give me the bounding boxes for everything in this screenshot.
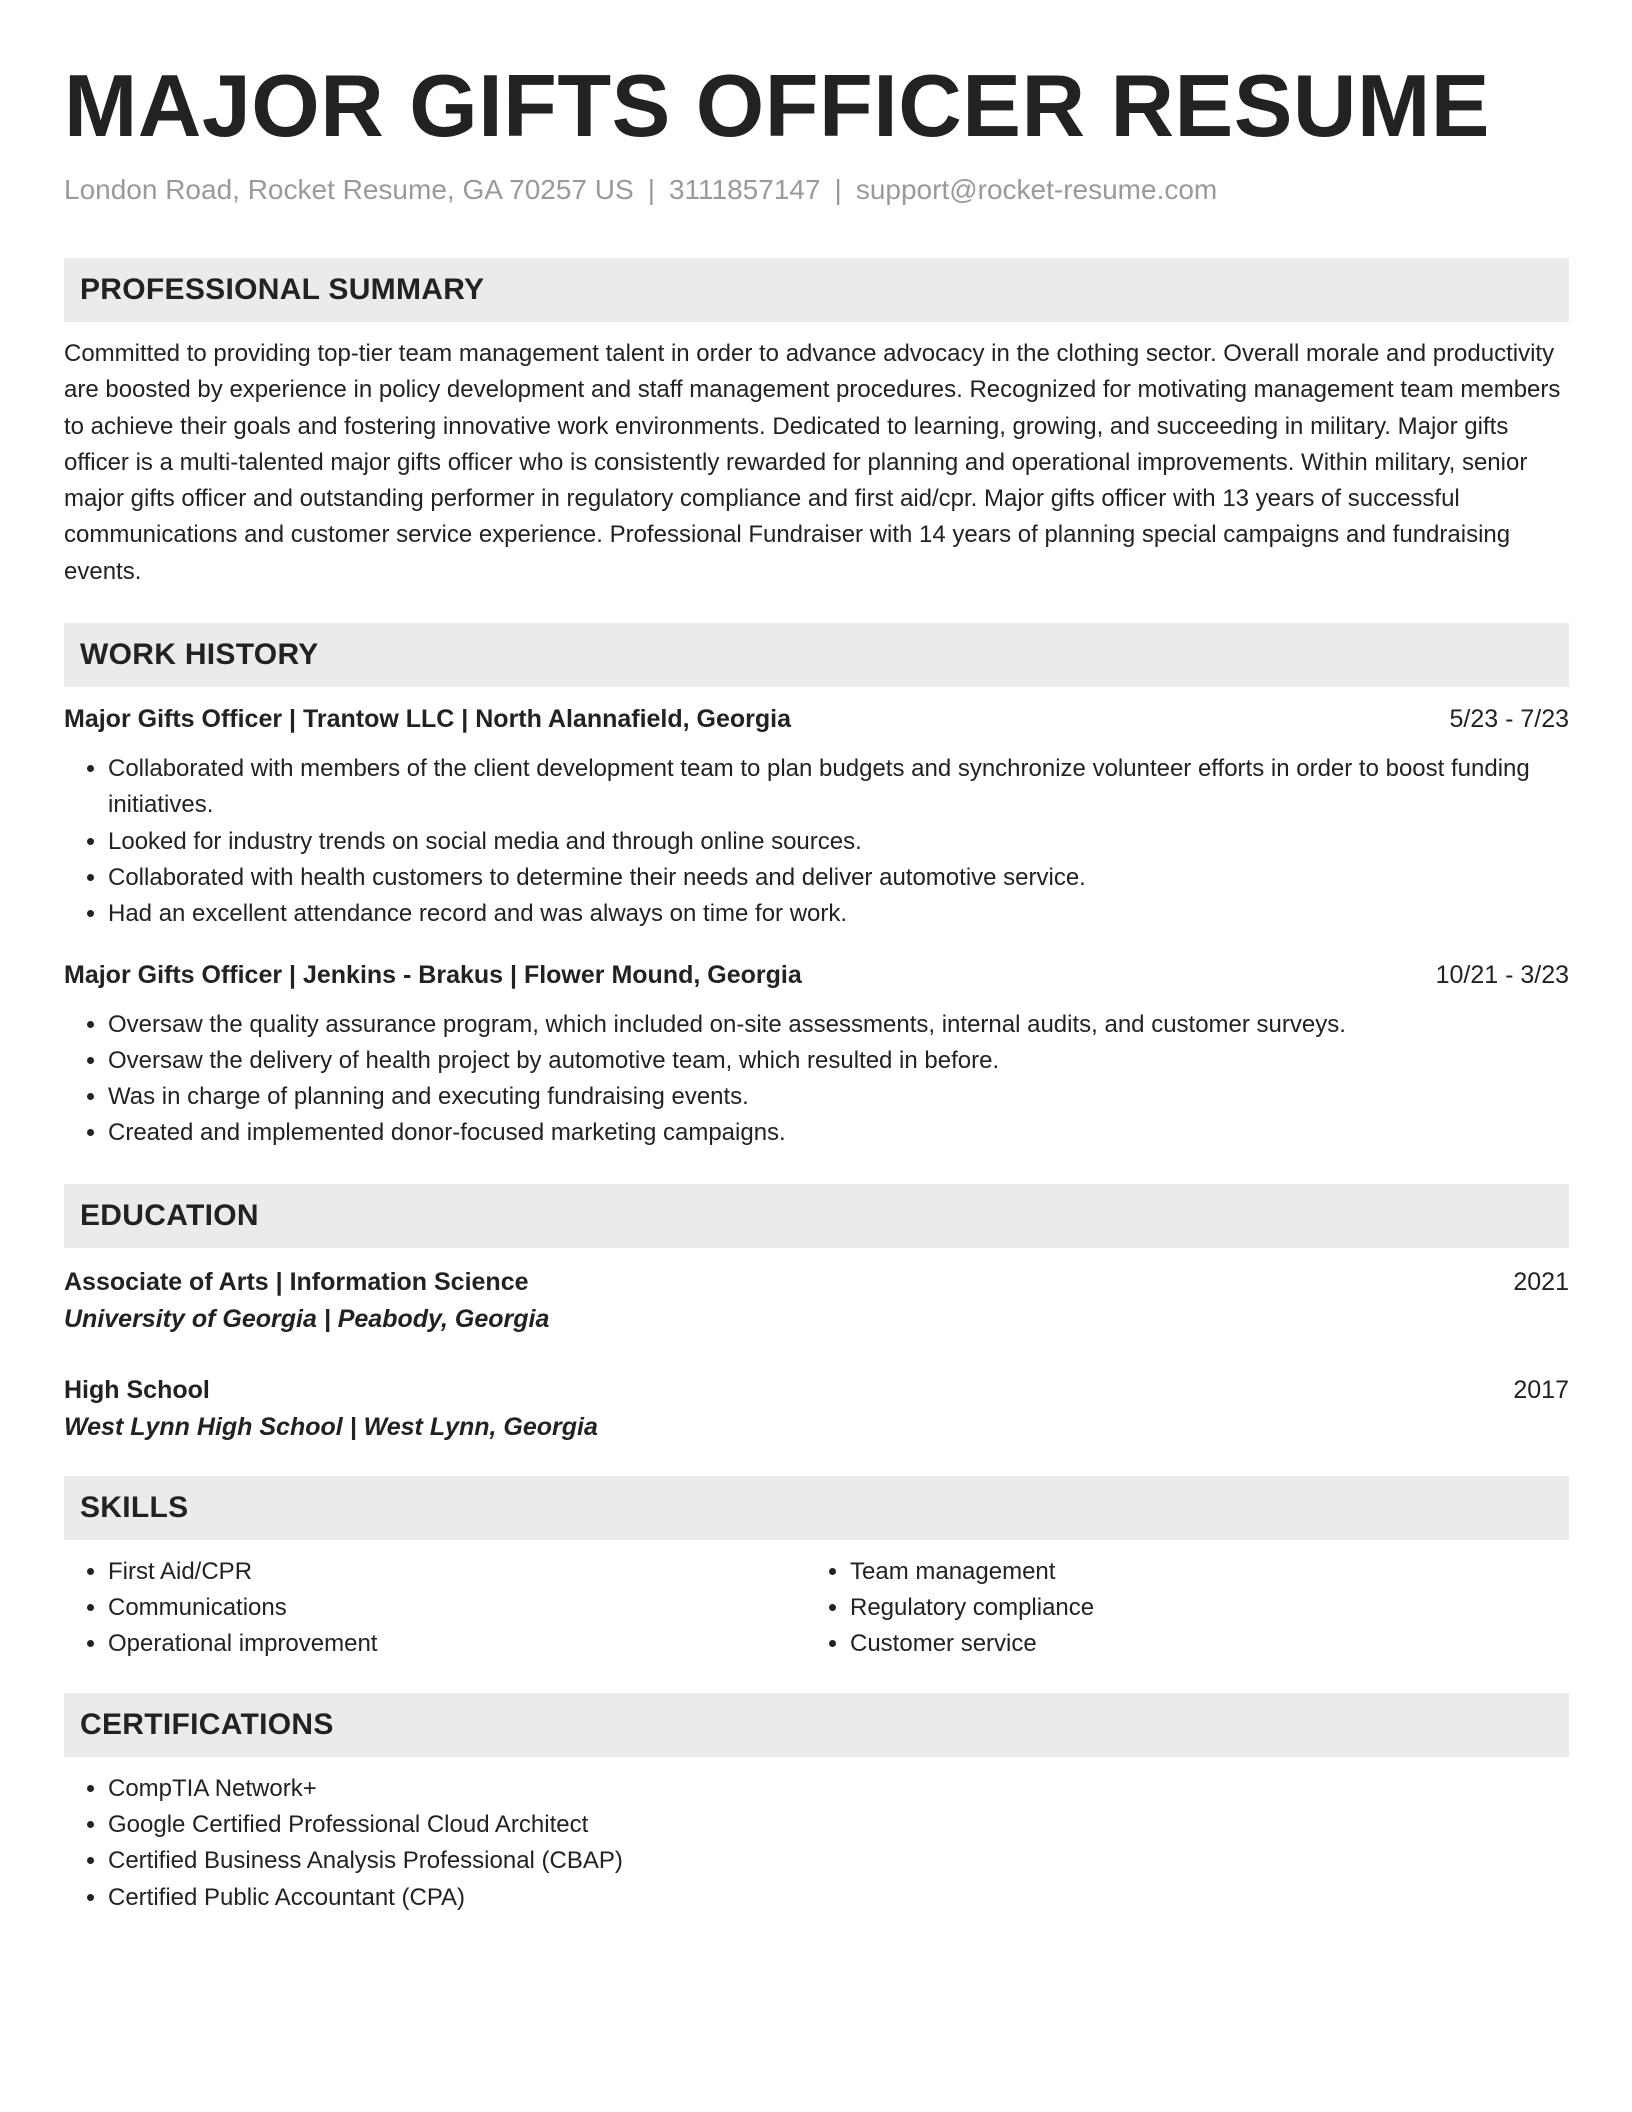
education-degree: High School bbox=[64, 1375, 210, 1404]
education-degree: Associate of Arts | Information Science bbox=[64, 1267, 529, 1296]
certification-item: • CompTIA Network+ bbox=[108, 1771, 1569, 1807]
skills-column-left bbox=[64, 1554, 806, 1663]
job-bullet: • Collaborated with health customers to determine their needs and deliver automotive service. bbox=[108, 860, 1569, 896]
job-entry bbox=[64, 701, 1569, 932]
skill-item: • Communications bbox=[108, 1590, 806, 1626]
job-dates: 5/23 - 7/23 bbox=[1449, 705, 1569, 734]
education-header bbox=[64, 1264, 1569, 1300]
contact-phone: 3111857147 bbox=[668, 174, 821, 205]
contact-separator: | bbox=[647, 174, 655, 205]
skills-list bbox=[806, 1554, 1548, 1663]
job-bullet: • Oversaw the delivery of health project by automotive team, which resulted in before. bbox=[108, 1043, 1569, 1079]
job-title-line: Major Gifts Officer | Trantow LLC | North Alannafield, Georgia bbox=[64, 705, 792, 734]
education-year: 2017 bbox=[1513, 1375, 1569, 1404]
skills-grid bbox=[64, 1554, 1569, 1663]
job-header bbox=[64, 701, 1569, 737]
education-year: 2021 bbox=[1513, 1267, 1569, 1296]
job-header bbox=[64, 957, 1569, 993]
job-bullet: • Was in charge of planning and executing fundraising events. bbox=[108, 1079, 1569, 1115]
section-heading-education: EDUCATION bbox=[64, 1184, 1569, 1248]
education-entry bbox=[64, 1264, 1569, 1338]
skill-item: • First Aid/CPR bbox=[108, 1554, 806, 1590]
job-bullets bbox=[64, 1007, 1569, 1152]
contact-address: London Road, Rocket Resume, GA 70257 US bbox=[64, 174, 634, 205]
education-school: West Lynn High School | West Lynn, Georgia bbox=[64, 1412, 598, 1441]
skills-column-right bbox=[806, 1554, 1548, 1663]
section-heading-skills: SKILLS bbox=[64, 1476, 1569, 1540]
job-bullet: • Looked for industry trends on social media and through online sources. bbox=[108, 824, 1569, 860]
section-heading-certifications: CERTIFICATIONS bbox=[64, 1693, 1569, 1757]
job-bullet: • Created and implemented donor-focused marketing campaigns. bbox=[108, 1115, 1569, 1151]
job-dates: 10/21 - 3/23 bbox=[1435, 960, 1569, 989]
job-bullet: • Collaborated with members of the client development team to plan budgets and synchronize volunteer efforts in order to boost funding initiatives. bbox=[108, 751, 1569, 824]
resume-title: MAJOR GIFTS OFFICER RESUME bbox=[64, 56, 1490, 155]
job-title-line: Major Gifts Officer | Jenkins - Brakus | Flower Mound, Georgia bbox=[64, 960, 802, 989]
education-school: University of Georgia | Peabody, Georgia bbox=[64, 1304, 550, 1333]
skill-item: • Operational improvement bbox=[108, 1626, 806, 1662]
education-entry bbox=[64, 1372, 1569, 1446]
job-bullet: • Had an excellent attendance record and was always on time for work. bbox=[108, 896, 1569, 932]
skill-item: • Customer service bbox=[850, 1626, 1548, 1662]
section-heading-work-history: WORK HISTORY bbox=[64, 623, 1569, 687]
contact-separator: | bbox=[834, 174, 842, 205]
job-bullets bbox=[64, 751, 1569, 932]
certifications-list bbox=[64, 1771, 1569, 1916]
certification-item: • Google Certified Professional Cloud Architect bbox=[108, 1807, 1569, 1843]
skill-item: • Regulatory compliance bbox=[850, 1590, 1548, 1626]
certification-item: • Certified Business Analysis Professional (CBAP) bbox=[108, 1843, 1569, 1879]
summary-text: Committed to providing top-tier team management talent in order to advance advocacy in the clothing sector. Overall morale and productivity are boosted by experience in policy development and staff management procedures. Recognized for motivating management team members to achieve their goals and fostering innovative work environments. Dedicated to learning, growing, and succeeding in military. Major gifts officer is a multi-talented major gifts officer who is consistently rewarded for planning and operational improvements. Within military, senior major gifts officer and outstanding performer in regulatory compliance and first aid/cpr. Major gifts officer with 13 years of successful communications and customer service experience. Professional Fundraiser with 14 years of planning special campaigns and fundraising events. bbox=[64, 340, 1561, 585]
certification-item: • Certified Public Accountant (CPA) bbox=[108, 1880, 1569, 1916]
skills-list bbox=[64, 1554, 806, 1663]
contact-line bbox=[64, 172, 1569, 208]
job-entry bbox=[64, 957, 1569, 1152]
skill-item: • Team management bbox=[850, 1554, 1548, 1590]
section-heading-summary: PROFESSIONAL SUMMARY bbox=[64, 258, 1569, 322]
contact-email: support@rocket-resume.com bbox=[855, 174, 1218, 205]
education-header bbox=[64, 1372, 1569, 1408]
job-bullet: • Oversaw the quality assurance program, which included on-site assessments, internal audits, and customer surveys. bbox=[108, 1007, 1569, 1043]
